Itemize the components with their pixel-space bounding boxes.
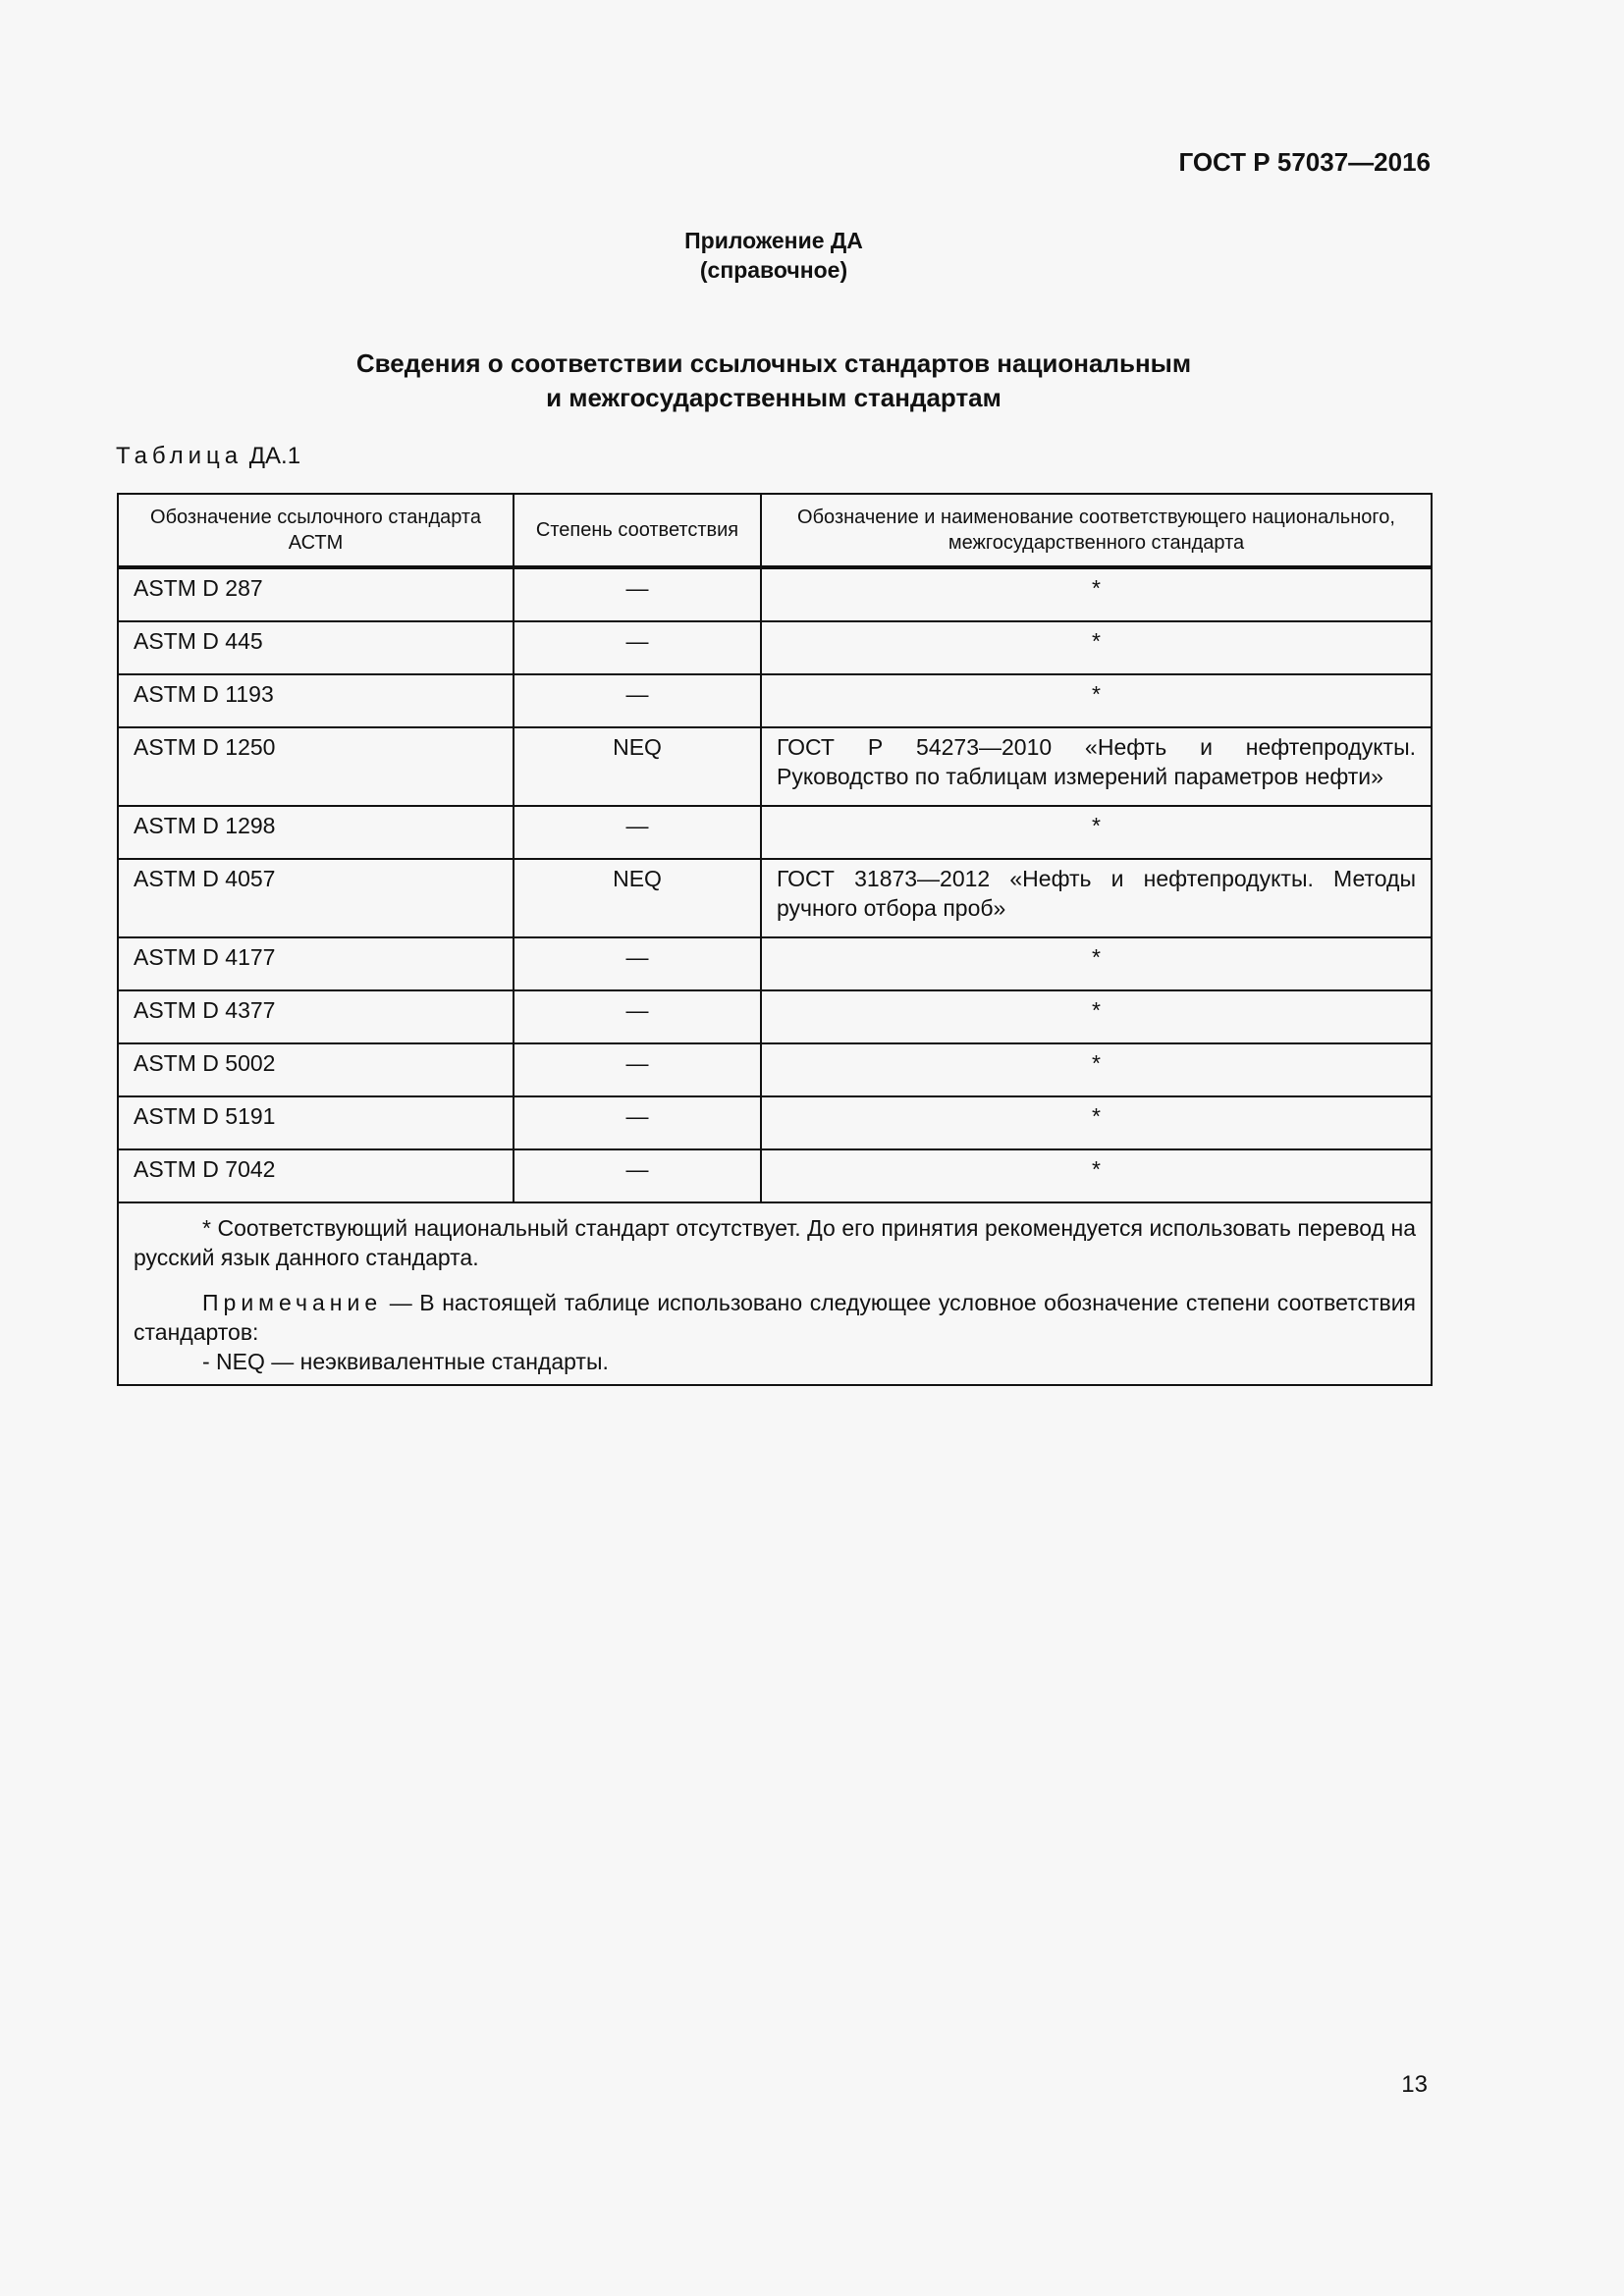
appendix-title: Приложение ДА (684, 228, 863, 253)
table-row (118, 727, 1432, 806)
table-caption (116, 443, 300, 470)
cell-reference: ASTM D 445 (118, 621, 514, 674)
cell-degree: — (514, 621, 761, 674)
appendix-heading (0, 226, 1547, 285)
cell-national: * (761, 1043, 1432, 1096)
cell-reference: ASTM D 1298 (118, 806, 514, 859)
cell-reference: ASTM D 4377 (118, 990, 514, 1043)
header-reference-standard: Обозначение ссылочного стандарта АСТМ (118, 494, 514, 567)
cell-degree: — (514, 806, 761, 859)
cell-degree: — (514, 937, 761, 990)
cell-reference: ASTM D 1250 (118, 727, 514, 806)
cell-reference: ASTM D 4057 (118, 859, 514, 937)
table-row (118, 1149, 1432, 1202)
table-caption-prefix: Таблица (116, 443, 244, 469)
cell-degree: NEQ (514, 727, 761, 806)
cell-reference: ASTM D 7042 (118, 1149, 514, 1202)
table-caption-number: ДА.1 (248, 443, 301, 469)
cell-national: * (761, 621, 1432, 674)
header-degree: Степень соответствия (514, 494, 761, 567)
cell-reference: ASTM D 5002 (118, 1043, 514, 1096)
note-text: — В настоящей таблице использовано следующее условное обозначение степени соответствия стандартов: (134, 1290, 1417, 1345)
cell-national: ГОСТ 31873—2012 «Нефть и нефтепродукты. Методы ручного отбора проб» (761, 859, 1432, 937)
table-row (118, 621, 1432, 674)
cell-national: * (761, 1149, 1432, 1202)
table-footnote: * Соответствующий национальный стандарт отсутствует. До его принятия рекомендуется использовать перевод на русский язык данного стандарта. (134, 1215, 1416, 1270)
cell-reference: ASTM D 5191 (118, 1096, 514, 1149)
table-row (118, 567, 1432, 621)
document-code: ГОСТ Р 57037—2016 (1178, 147, 1431, 177)
table-row (118, 859, 1432, 937)
header-national-standard: Обозначение и наименование соответствующего национального, межгосударственного стандарта (761, 494, 1432, 567)
table-row (118, 1096, 1432, 1149)
section-title (0, 347, 1547, 415)
table-notes-row (118, 1202, 1432, 1385)
table-row (118, 806, 1432, 859)
table-row (118, 937, 1432, 990)
cell-degree: — (514, 1096, 761, 1149)
cell-degree: — (514, 567, 761, 621)
cell-degree: — (514, 1149, 761, 1202)
table-row (118, 1043, 1432, 1096)
cell-national: ГОСТ Р 54273—2010 «Нефть и нефтепродукты. Руководство по таблицам измерений параметров нефти» (761, 727, 1432, 806)
appendix-subtitle: (справочное) (699, 257, 848, 283)
cell-degree: — (514, 1043, 761, 1096)
table-row (118, 674, 1432, 727)
table-header-row (118, 494, 1432, 567)
cell-reference: ASTM D 1193 (118, 674, 514, 727)
cell-national: * (761, 937, 1432, 990)
cell-national: * (761, 1096, 1432, 1149)
cell-national: * (761, 567, 1432, 621)
section-title-line-1: Сведения о соответствии ссылочных стандартов национальным (355, 348, 1192, 378)
cell-national: * (761, 990, 1432, 1043)
cell-national: * (761, 674, 1432, 727)
note-label: Примечание (202, 1290, 383, 1315)
cell-degree: — (514, 990, 761, 1043)
cell-national: * (761, 806, 1432, 859)
cell-degree: NEQ (514, 859, 761, 937)
cell-reference: ASTM D 4177 (118, 937, 514, 990)
cell-degree: — (514, 674, 761, 727)
cell-reference: ASTM D 287 (118, 567, 514, 621)
table-notes-cell (118, 1202, 1432, 1385)
correspondence-table (117, 493, 1433, 1386)
table-row (118, 990, 1432, 1043)
table-note (134, 1288, 1416, 1347)
note-item: - NEQ — неэквивалентные стандарты. (202, 1349, 609, 1374)
page-number: 13 (1401, 2071, 1428, 2098)
section-title-line-2: и межгосударственным стандартам (546, 383, 1001, 412)
